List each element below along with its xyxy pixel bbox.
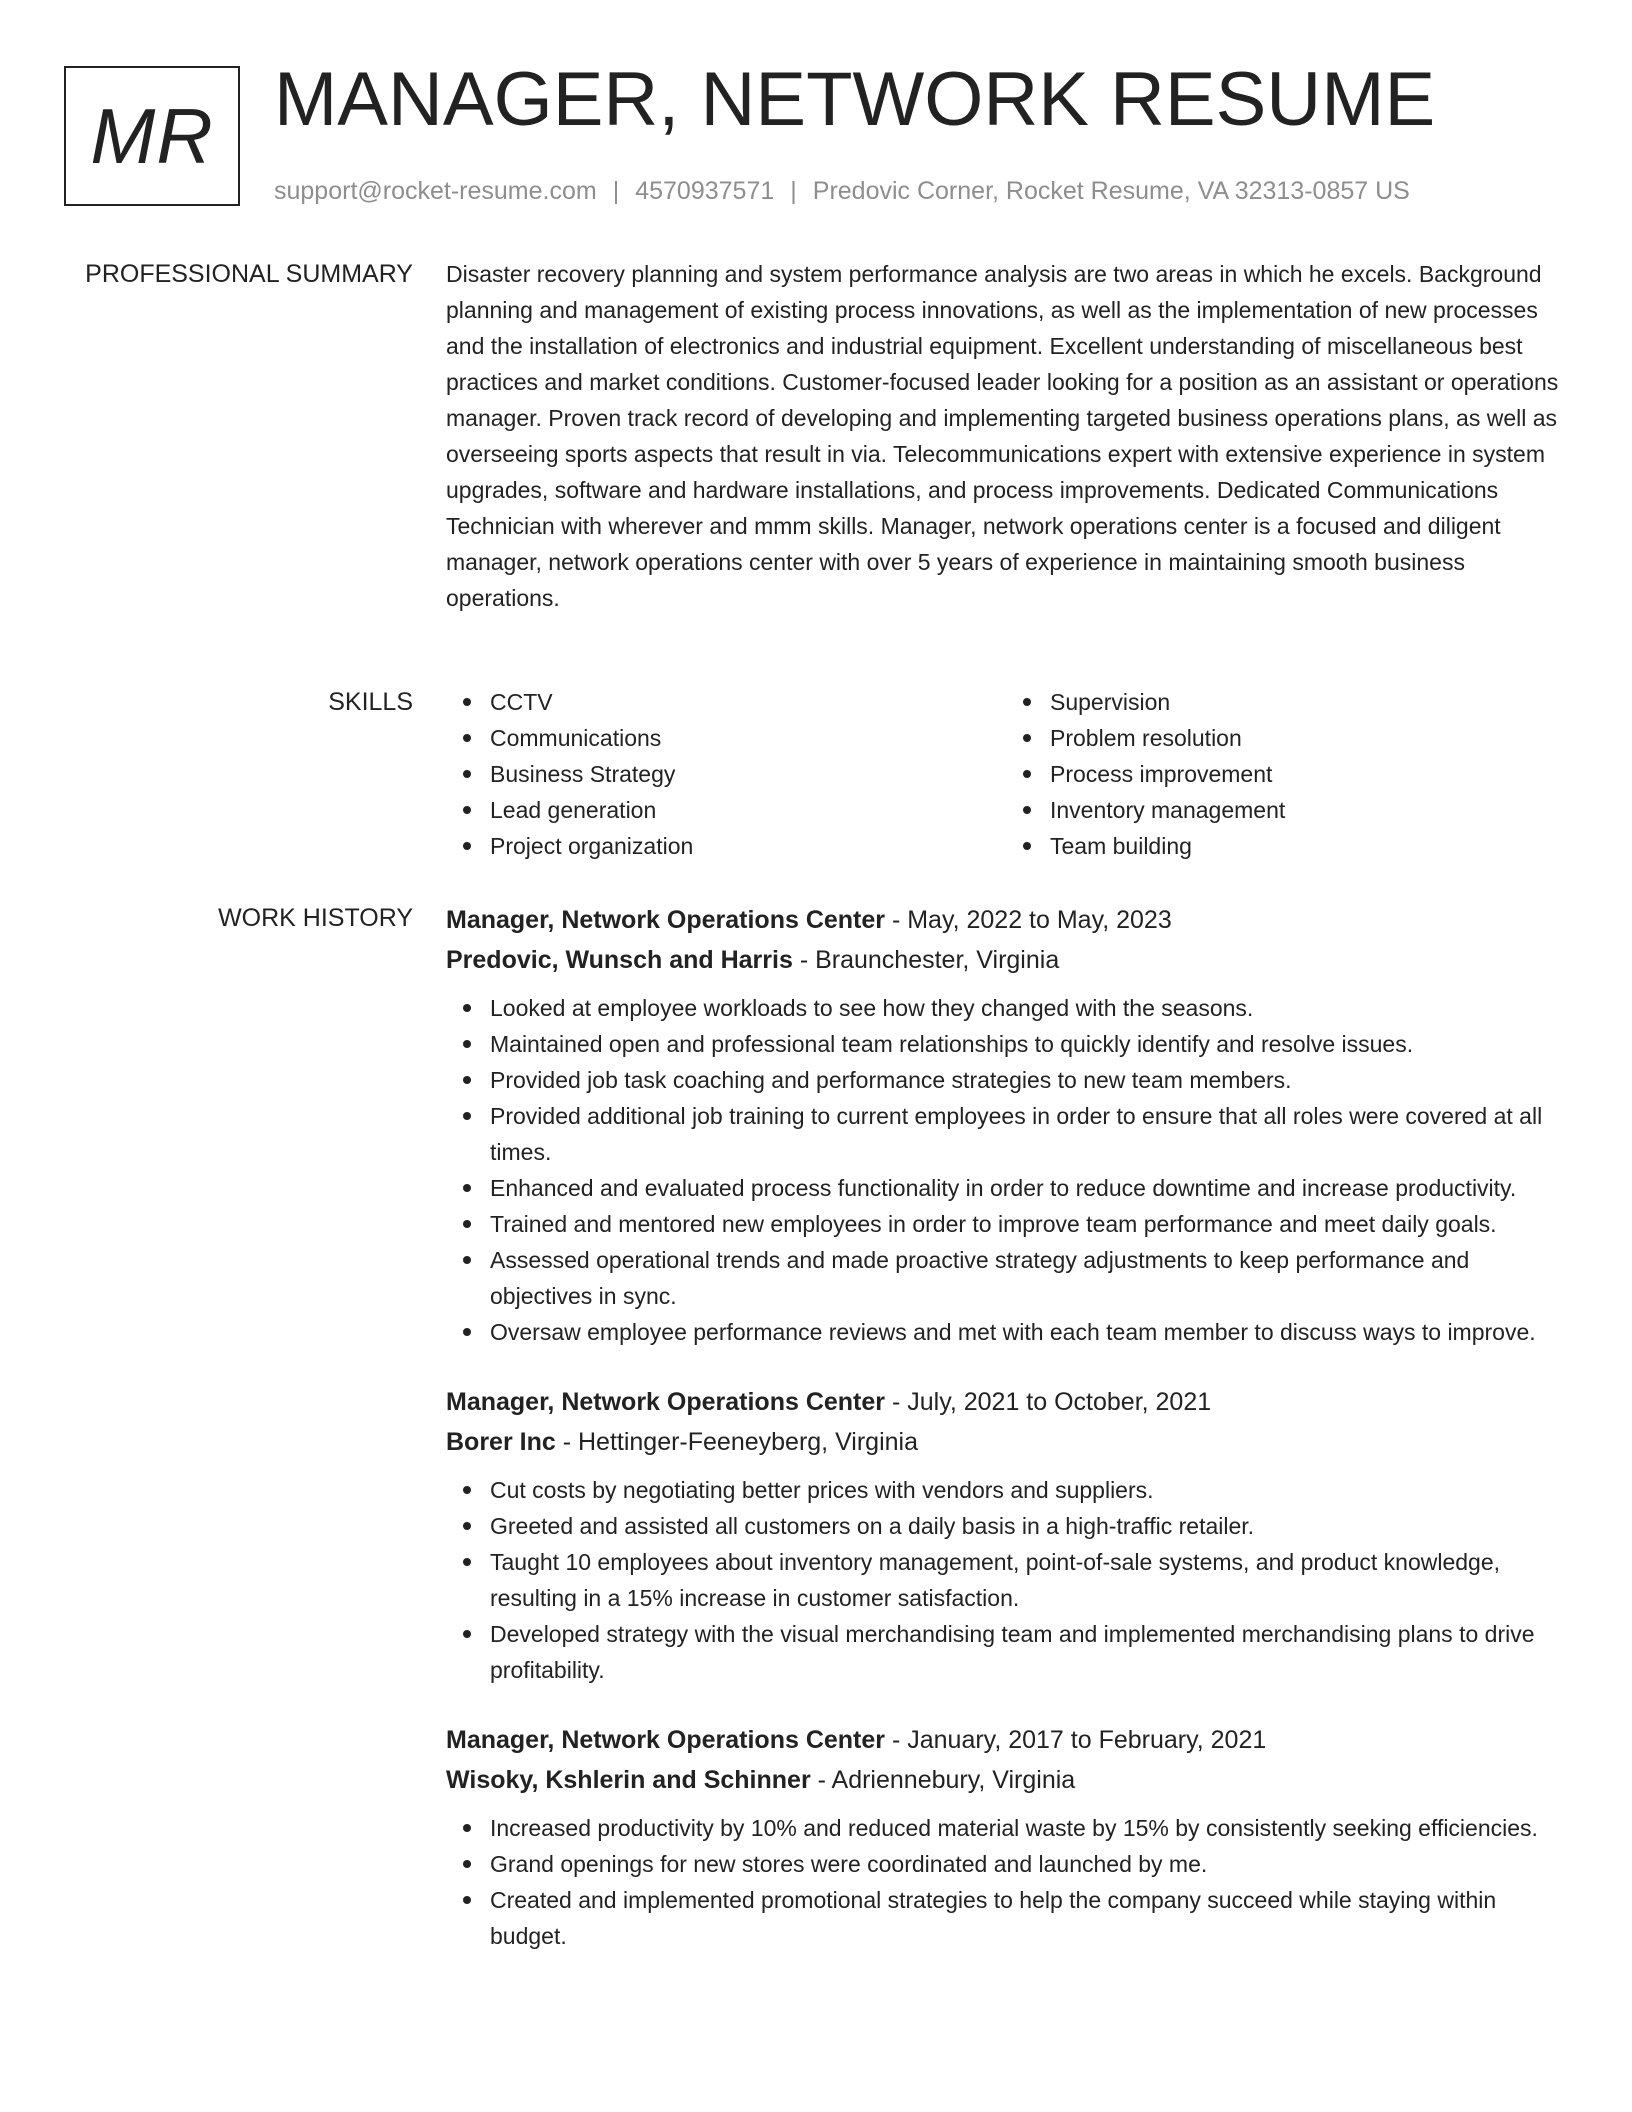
skill-item: Inventory management <box>1050 792 1566 828</box>
job-bullet: Assessed operational trends and made proactive strategy adjustments to keep performance and objectives in sync. <box>446 1242 1566 1314</box>
resume-title: MANAGER, NETWORK RESUME <box>274 57 1436 142</box>
skill-item: Lead generation <box>490 792 1006 828</box>
job-entry <box>446 900 1566 1350</box>
job-bullet: Trained and mentored new employees in order to improve team performance and meet daily goals. <box>446 1206 1566 1242</box>
skill-item: Project organization <box>490 828 1006 864</box>
job-location: Braunchester, Virginia <box>815 946 1060 974</box>
contact-separator: | <box>612 177 620 205</box>
contact-address: Predovic Corner, Rocket Resume, VA 32313-0857 US <box>812 177 1410 205</box>
contact-email[interactable]: support@rocket-resume.com <box>274 177 597 205</box>
contact-line <box>274 174 1410 208</box>
job-bullets <box>446 990 1566 1350</box>
job-bullet: Greeted and assisted all customers on a daily basis in a high-traffic retailer. <box>446 1508 1566 1544</box>
job-entry <box>446 1720 1566 1954</box>
job-title: Manager, Network Operations Center <box>446 906 886 934</box>
skills-list-right <box>1006 684 1566 864</box>
job-bullet: Taught 10 employees about inventory management, point-of-sale systems, and product knowledge, resulting in a 15% increase in customer satisfaction. <box>446 1544 1566 1616</box>
skill-item: CCTV <box>490 684 1006 720</box>
skill-item: Supervision <box>1050 684 1566 720</box>
job-bullet: Increased productivity by 10% and reduced material waste by 15% by consistently seeking efficiencies. <box>446 1810 1566 1846</box>
job-company: Wisoky, Kshlerin and Schinner <box>446 1766 811 1794</box>
job-company: Predovic, Wunsch and Harris <box>446 946 793 974</box>
work-history-heading: WORK HISTORY <box>218 904 413 932</box>
monogram-logo: MR <box>64 66 240 206</box>
job-bullet: Oversaw employee performance reviews and met with each team member to discuss ways to improve. <box>446 1314 1566 1350</box>
skill-item: Business Strategy <box>490 756 1006 792</box>
job-title-line: Manager, Network Operations Center - July, 2021 to October, 2021 <box>446 1388 1212 1416</box>
job-bullets <box>446 1472 1566 1688</box>
job-entry <box>446 1382 1566 1688</box>
summary-heading: PROFESSIONAL SUMMARY <box>85 260 413 288</box>
job-bullet: Provided job task coaching and performance strategies to new team members. <box>446 1062 1566 1098</box>
job-location: Hettinger-Feeneyberg, Virginia <box>577 1428 918 1456</box>
job-bullet: Enhanced and evaluated process functionality in order to reduce downtime and increase productivity. <box>446 1170 1566 1206</box>
job-company-line: Predovic, Wunsch and Harris - Braunchester, Virginia <box>446 946 1060 974</box>
skills-heading: SKILLS <box>328 688 413 716</box>
skill-item: Process improvement <box>1050 756 1566 792</box>
work-history-body <box>446 900 1566 1986</box>
job-bullet: Developed strategy with the visual merchandising team and implemented merchandising plans to drive profitability. <box>446 1616 1566 1688</box>
job-company-line: Wisoky, Kshlerin and Schinner - Adriennebury, Virginia <box>446 1766 1076 1794</box>
job-location: Adriennebury, Virginia <box>831 1766 1076 1794</box>
job-title-line: Manager, Network Operations Center - May, 2022 to May, 2023 <box>446 906 1172 934</box>
summary-body <box>446 256 1566 616</box>
job-company: Borer Inc <box>446 1428 556 1456</box>
job-title: Manager, Network Operations Center <box>446 1388 886 1416</box>
job-bullet: Created and implemented promotional strategies to help the company succeed while staying within budget. <box>446 1882 1566 1954</box>
skills-list-left <box>446 684 1006 864</box>
job-bullet: Provided additional job training to current employees in order to ensure that all roles were covered at all times. <box>446 1098 1566 1170</box>
job-dates: July, 2021 to October, 2021 <box>907 1388 1212 1416</box>
skills-body <box>446 684 1566 864</box>
contact-separator: | <box>790 177 797 205</box>
skill-item: Team building <box>1050 828 1566 864</box>
job-company-line: Borer Inc - Hettinger-Feeneyberg, Virginia <box>446 1428 918 1456</box>
job-bullet: Looked at employee workloads to see how they changed with the seasons. <box>446 990 1566 1026</box>
job-dates: January, 2017 to February, 2021 <box>907 1726 1267 1754</box>
job-title: Manager, Network Operations Center <box>446 1726 886 1754</box>
job-bullet: Maintained open and professional team relationships to quickly identify and resolve issues. <box>446 1026 1566 1062</box>
job-bullets <box>446 1810 1566 1954</box>
job-dates: May, 2022 to May, 2023 <box>907 906 1172 934</box>
skill-item: Problem resolution <box>1050 720 1566 756</box>
job-title-line: Manager, Network Operations Center - January, 2017 to February, 2021 <box>446 1726 1267 1754</box>
contact-phone[interactable]: 4570937571 <box>635 177 775 205</box>
summary-text: Disaster recovery planning and system performance analysis are two areas in which he excels. Background planning and management of existing process innovations, as well as the implementation of new processes and the installation of electronics and industrial equipment. Excellent understanding of miscellaneous best practices and market conditions. Customer-focused leader looking for a position as an assistant or operations manager. Proven track record of developing and implementing targeted business operations plans, as well as overseeing sports aspects that result in via. Telecommunications expert with extensive experience in system upgrades, software and hardware installations, and process improvements. Dedicated Communications Technician with wherever and mmm skills. Manager, network operations center is a focused and diligent manager, network operations center with over 5 years of experience in maintaining smooth business operations. <box>446 261 1559 611</box>
job-bullet: Cut costs by negotiating better prices with vendors and suppliers. <box>446 1472 1566 1508</box>
skill-item: Communications <box>490 720 1006 756</box>
job-bullet: Grand openings for new stores were coordinated and launched by me. <box>446 1846 1566 1882</box>
